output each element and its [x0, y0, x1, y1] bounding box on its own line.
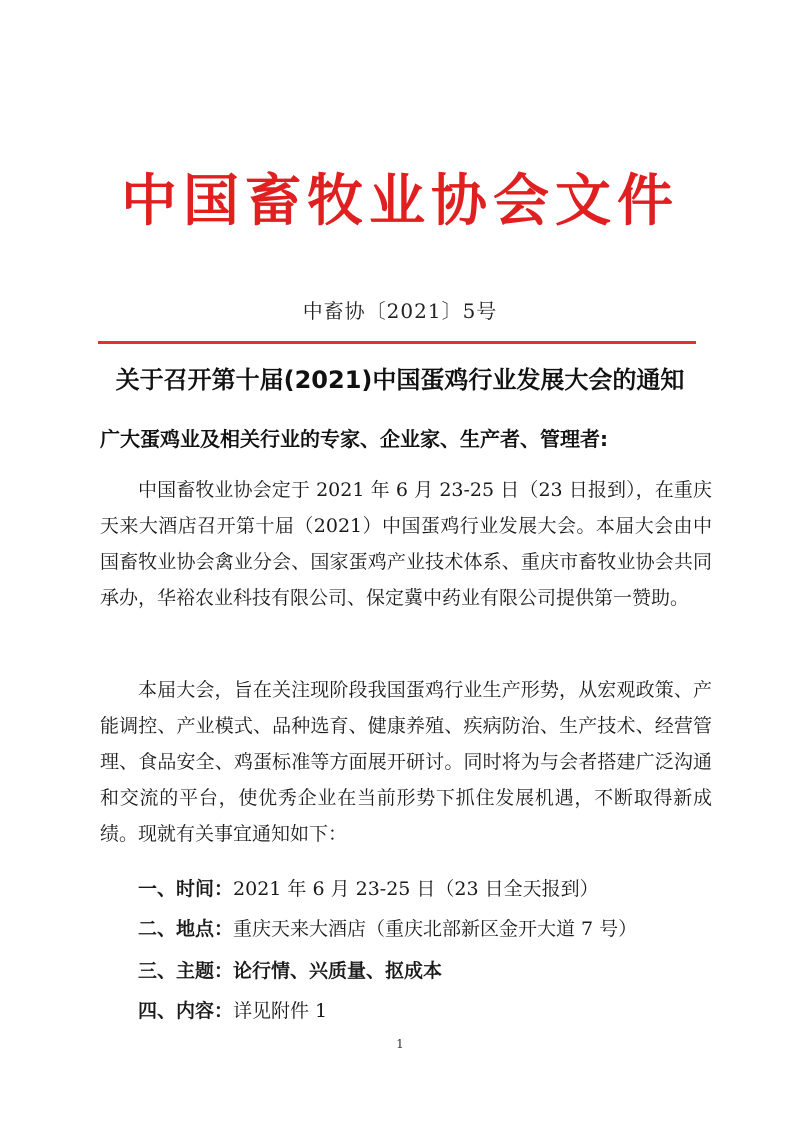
item-time-label: 一、时间：	[138, 878, 234, 900]
item-time	[138, 874, 599, 904]
salutation: 广大蛋鸡业及相关行业的专家、企业家、生产者、管理者:	[100, 427, 608, 451]
document-number: 中畜协〔2021〕5号	[302, 299, 498, 323]
notice-title: 关于召开第十届(2021)中国蛋鸡行业发展大会的通知	[115, 366, 685, 394]
item-theme-value: 论行情、兴质量、抠成本	[233, 960, 443, 982]
item-content-label: 四、内容：	[138, 1000, 234, 1022]
document-header-title: 中国畜牧业协会文件	[121, 169, 679, 234]
paragraph-intro: 中国畜牧业协会定于 2021 年 6 月 23-25 日（23 日报到），在重庆天来大酒店召开第十届（2021）中国蛋鸡行业发展大会。本届大会由中国畜牧业协会禽业分会、国家蛋鸡产业技术体系、重庆市畜牧业协会共同承办，华裕农业科技有限公司、保定冀中药业有限公司提供第一赞助。	[100, 479, 712, 609]
item-content	[138, 996, 327, 1026]
item-location-value: 重庆天来大酒店（重庆北部新区金开大道 7 号）	[233, 918, 638, 940]
item-theme-label: 三、主题：	[138, 960, 234, 982]
item-location	[138, 914, 637, 944]
red-divider-line	[98, 341, 696, 344]
item-theme	[138, 956, 442, 986]
item-time-value: 2021 年 6 月 23-25 日（23 日全天报到）	[233, 878, 599, 900]
paragraph-purpose: 本届大会，旨在关注现阶段我国蛋鸡行业生产形势，从宏观政策、产能调控、产业模式、品种选育、健康养殖、疾病防治、生产技术、经营管理、食品安全、鸡蛋标准等方面展开研讨。同时将为与会者搭建广泛沟通和交流的平台，使优秀企业在当前形势下抓住发展机遇，不断取得新成绩。现就有关事宜通知如下：	[100, 679, 712, 845]
item-content-value: 详见附件 1	[233, 1000, 328, 1022]
page-number: 1	[396, 1037, 404, 1051]
item-location-label: 二、地点：	[138, 918, 234, 940]
